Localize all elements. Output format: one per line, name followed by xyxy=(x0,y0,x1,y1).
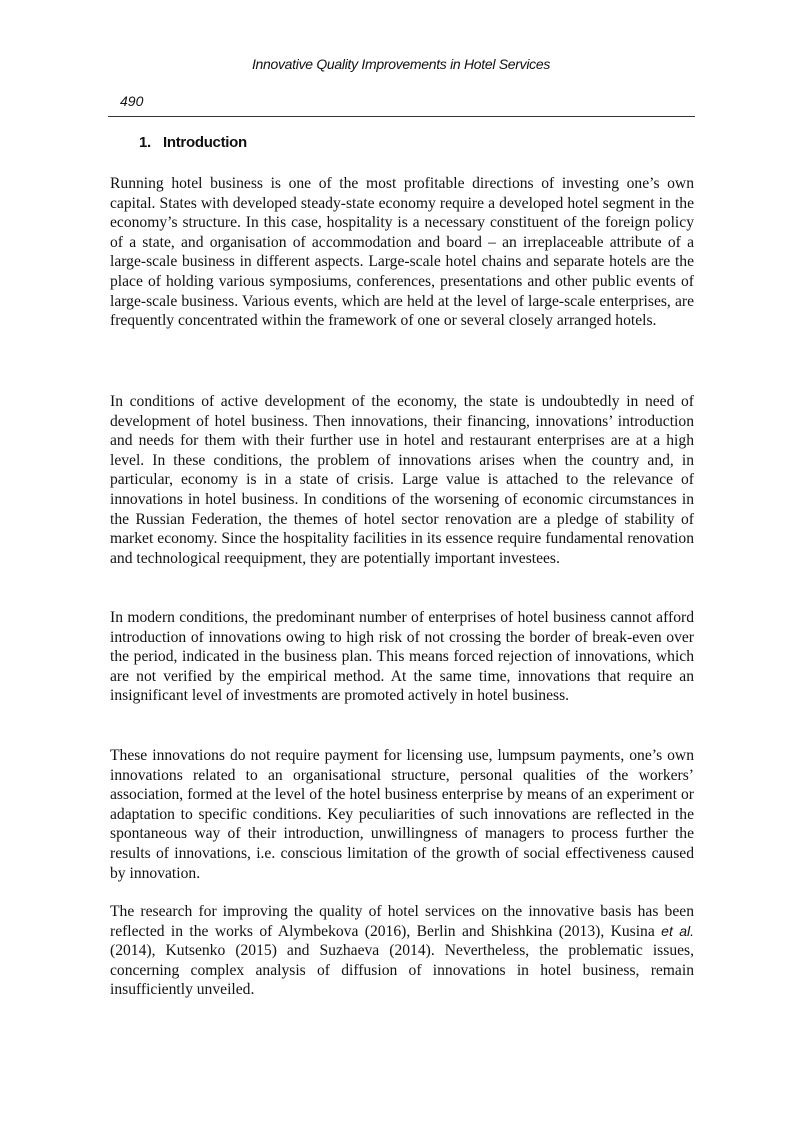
citation-text: The research for improving the quality of hotel services on the innovative basis has been reflected in the works of Alymbekova (2016), Berlin and Shishkina (2013), Kusina xyxy=(110,903,694,940)
paragraph-2 xyxy=(110,392,694,568)
paragraph-5 xyxy=(110,902,694,1000)
paragraph-1 xyxy=(110,174,694,331)
paragraph-3 xyxy=(110,608,694,706)
paragraph-text: In conditions of active development of the economy, the state is undoubtedly in need of development of hotel business. Then innovations, their financing, innovations’ introduction and needs for them with their further use in hotel and restaurant enterprises are at a high level. In these conditions, the problem of innovations arises when the country and, in particular, economy is in a state of crisis. Large value is attached to the relevance of innovations in hotel business. In conditions of the worsening of economic circumstances in the Russian Federation, the themes of hotel sector renovation are a pledge of stability of market economy. Since the hospitality facilities in its essence require fundamental renovation and technological reequipment, they are potentially important investees. xyxy=(110,393,694,567)
header-rule xyxy=(108,116,695,117)
running-header: Innovative Quality Improvements in Hotel Services xyxy=(251,56,551,72)
citation-text-cont: (2014), Kutsenko (2015) and Suzhaeva (2014). Nevertheless, the problematic issues, concerning complex analysis of diffusion of innovations in hotel business, remain insufficiently unveiled. xyxy=(110,942,694,999)
section-title: Introduction xyxy=(163,134,247,151)
paragraph-text: These innovations do not require payment for licensing use, lumpsum payments, one’s own innovations related to an organisational structure, personal qualities of the workers’ association, formed at the level of the hotel business enterprise by means of an experiment or adaptation to specific conditions. Key peculiarities of such innovations are reflected in the spontaneous way of their introduction, unwillingness of managers to process further the results of innovations, i.e. conscious limitation of the growth of social effectiveness caused by innovation. xyxy=(110,747,694,882)
paragraph-text: Running hotel business is one of the most profitable directions of investing one’s own capital. States with developed steady-state economy require a developed hotel segment in the economy’s structure. In this case, hospitality is a necessary constituent of the foreign policy of a state, and organisation of accommodation and board – an irreplaceable attribute of a large-scale business in different aspects. Large-scale hotel chains and separate hotels are the place of holding various symposiums, conferences, presentations and other public events of large-scale business. Various events, which are held at the level of large-scale enterprises, are frequently concentrated within the framework of one or several closely arranged hotels. xyxy=(110,175,694,330)
section-number: 1. xyxy=(139,134,151,151)
page-number: 490 xyxy=(120,93,144,109)
paragraph-text: In modern conditions, the predominant number of enterprises of hotel business cannot afford introduction of innovations owing to high risk of not crossing the border of break-even over the period, indicated in the business plan. This means forced rejection of innovations, which are not verified by the empirical method. At the same time, innovations that require an insignificant level of investments are promoted actively in hotel business. xyxy=(110,609,694,705)
paragraph-text xyxy=(110,902,694,1000)
section-heading xyxy=(139,134,247,151)
paragraph-4 xyxy=(110,746,694,883)
et-al-italic: et al. xyxy=(661,922,694,939)
